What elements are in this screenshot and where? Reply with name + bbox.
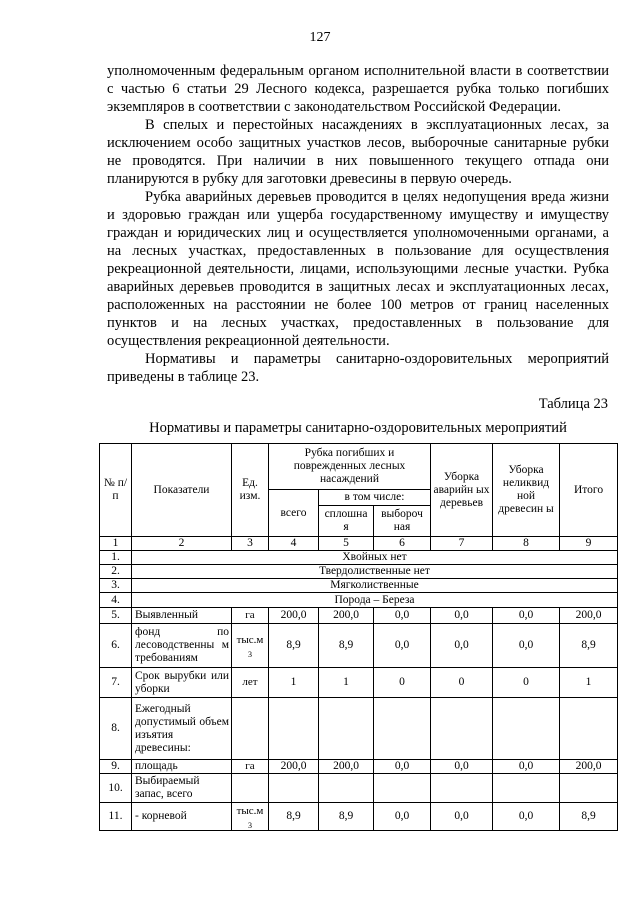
unit-text: лет <box>242 676 258 688</box>
unit-superscript: 3 <box>248 649 252 659</box>
unit-cell <box>232 668 269 698</box>
value-cell <box>319 698 374 760</box>
value-cell: 0,0 <box>431 760 493 774</box>
unit-cell <box>232 774 269 803</box>
row-number: 4. <box>100 593 132 608</box>
column-number: 7 <box>431 537 493 551</box>
section-cell: Твердолиственные нет <box>132 565 618 579</box>
unit-text: га <box>245 760 255 772</box>
column-number: 4 <box>269 537 319 551</box>
indicator-cell: Срок вырубки или уборки <box>132 668 232 698</box>
unit-cell <box>232 803 269 831</box>
value-cell: 200,0 <box>269 760 319 774</box>
header-itogo: Итого <box>560 444 618 537</box>
table-row <box>100 593 618 608</box>
row-number: 1. <box>100 551 132 565</box>
table-row <box>100 608 618 624</box>
row-number: 6. <box>100 624 132 668</box>
paragraph: Рубка аварийных деревьев проводится в целях недопущения вреда жизни и здоровью граждан или ущерба государственному имуществу и имуществу граждан и юридических лиц и осуществляется уполномоченными органами, а на лесных участках, предоставленных в пользование для осуществления рекреационной деятельности, лицами, использующими лесные участки. Рубка аварийных деревьев проводится в защитных лесах и эксплуатационных лесах, расположенных на расстоянии не более 100 метров от границ населенных пунктов и на лесных участках, предоставленных в пользование для осуществления рекреационной деятельности. <box>107 189 609 349</box>
value-cell: 0,0 <box>374 760 431 774</box>
section-cell: Хвойных нет <box>132 551 618 565</box>
header-including: в том числе: <box>319 490 431 506</box>
value-cell: 200,0 <box>319 760 374 774</box>
column-number: 5 <box>319 537 374 551</box>
table-row <box>100 774 618 803</box>
measures-table <box>99 443 618 831</box>
header-emergency: Уборка аварийн ых деревьев <box>431 444 493 537</box>
indicator-cell: - корневой <box>132 803 232 831</box>
value-cell <box>374 698 431 760</box>
value-cell: 200,0 <box>560 608 618 624</box>
table-title: Нормативы и параметры санитарно-оздоровительных мероприятий <box>149 420 567 436</box>
unit-text: тыс.м <box>236 633 264 646</box>
table-row <box>100 565 618 579</box>
value-cell: 1 <box>269 668 319 698</box>
row-number: 7. <box>100 668 132 698</box>
unit-text: тыс.м <box>236 804 264 817</box>
value-cell: 0,0 <box>493 624 560 668</box>
value-cell: 8,9 <box>560 624 618 668</box>
paragraph: В спелых и перестойных насаждениях в эксплуатационных лесах, за исключением особо защитных участков лесов, выборочные санитарные рубки не проводятся. При наличии в них повышенного текущего отпада они планируются в рубку для заготовки древесины в первую очередь. <box>107 117 609 187</box>
value-cell: 200,0 <box>319 608 374 624</box>
value-cell: 0,0 <box>431 803 493 831</box>
value-cell <box>374 774 431 803</box>
unit-cell <box>232 624 269 668</box>
header-felling-group: Рубка погибших и поврежденных лесных насаждений <box>269 444 431 490</box>
row-number: 3. <box>100 579 132 593</box>
indicator-cell: площадь <box>132 760 232 774</box>
indicator-cell: фонд по лесоводственны м требованиям <box>132 624 232 668</box>
row-number: 5. <box>100 608 132 624</box>
table-row <box>100 803 618 831</box>
indicator-cell: Выбираемый запас, всего <box>132 774 232 803</box>
value-cell: 0 <box>374 668 431 698</box>
value-cell <box>269 698 319 760</box>
header-indicators: Показатели <box>132 444 232 537</box>
value-cell: 0,0 <box>374 624 431 668</box>
value-cell: 200,0 <box>560 760 618 774</box>
value-cell: 0,0 <box>493 760 560 774</box>
value-cell: 0,0 <box>374 803 431 831</box>
indicator-cell: Ежегодный допустимый объем изъятия древесины: <box>132 698 232 760</box>
header-selective: выбороч ная <box>374 506 431 537</box>
header-total-col: всего <box>269 490 319 537</box>
paragraph: уполномоченным федеральным органом исполнительной власти в соответствии с частью 6 статьи 29 Лесного кодекса, разрешается рубка только погибших экземпляров в соответствии с законодательством Российской Федерации. <box>107 63 609 115</box>
value-cell <box>560 774 618 803</box>
value-cell: 1 <box>319 668 374 698</box>
value-cell: 8,9 <box>269 624 319 668</box>
value-cell: 8,9 <box>319 803 374 831</box>
table-row <box>100 579 618 593</box>
value-cell: 0 <box>431 668 493 698</box>
column-number: 8 <box>493 537 560 551</box>
column-number: 9 <box>560 537 618 551</box>
header-clear: сплошна я <box>319 506 374 537</box>
value-cell: 0,0 <box>431 624 493 668</box>
table-row <box>100 551 618 565</box>
row-number: 2. <box>100 565 132 579</box>
table-row <box>100 624 618 668</box>
unit-cell <box>232 608 269 624</box>
value-cell <box>493 698 560 760</box>
header-illiquid: Уборка неликвид ной древесин ы <box>493 444 560 537</box>
section-cell: Порода – Береза <box>132 593 618 608</box>
paragraph: Нормативы и параметры санитарно-оздоровительных мероприятий приведены в таблице 23. <box>107 351 609 385</box>
value-cell: 8,9 <box>319 624 374 668</box>
value-cell: 0,0 <box>493 803 560 831</box>
value-cell <box>269 774 319 803</box>
value-cell <box>431 698 493 760</box>
table-row <box>100 668 618 698</box>
unit-superscript: 3 <box>248 820 252 830</box>
column-number: 2 <box>132 537 232 551</box>
row-number: 9. <box>100 760 132 774</box>
unit-text: га <box>245 609 255 621</box>
value-cell: 1 <box>560 668 618 698</box>
row-number: 10. <box>100 774 132 803</box>
column-number: 1 <box>100 537 132 551</box>
page-number: 127 <box>309 30 331 45</box>
value-cell <box>431 774 493 803</box>
value-cell <box>493 774 560 803</box>
table-label: Таблица 23 <box>538 396 608 412</box>
table-row <box>100 698 618 760</box>
body-text <box>107 62 609 386</box>
unit-cell <box>232 760 269 774</box>
value-cell: 0,0 <box>431 608 493 624</box>
value-cell: 0,0 <box>493 608 560 624</box>
value-cell: 200,0 <box>269 608 319 624</box>
section-cell: Мягколиственные <box>132 579 618 593</box>
column-number: 6 <box>374 537 431 551</box>
unit-cell <box>232 698 269 760</box>
indicator-cell: Выявленный <box>132 608 232 624</box>
value-cell <box>560 698 618 760</box>
row-number: 11. <box>100 803 132 831</box>
header-unit: Ед. изм. <box>232 444 269 537</box>
row-number: 8. <box>100 698 132 760</box>
value-cell <box>319 774 374 803</box>
column-number: 3 <box>232 537 269 551</box>
value-cell: 0,0 <box>374 608 431 624</box>
value-cell: 0 <box>493 668 560 698</box>
value-cell: 8,9 <box>560 803 618 831</box>
header-num: № п/п <box>100 444 132 537</box>
table-row <box>100 760 618 774</box>
column-numbers-row <box>100 537 618 551</box>
value-cell: 8,9 <box>269 803 319 831</box>
